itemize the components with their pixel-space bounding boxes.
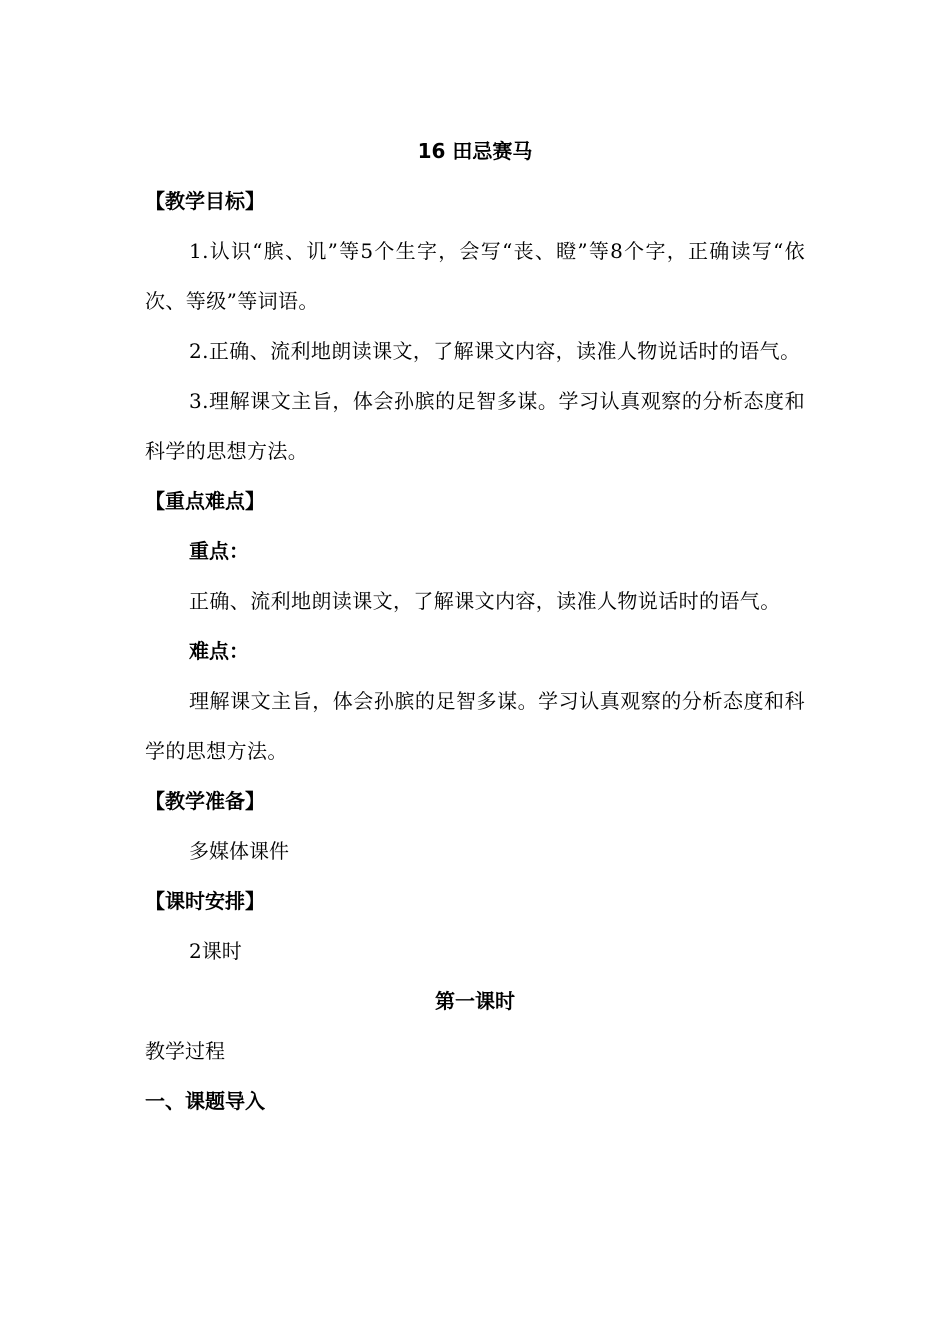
- preparation-text: 多媒体课件: [189, 839, 289, 863]
- document-title: 16 田忌赛马: [417, 139, 533, 163]
- focus-label: 重点：: [189, 539, 249, 563]
- objective-item-2: 2.正确、流利地朗读课文，了解课文内容，读准人物说话时的语气。: [189, 339, 801, 363]
- objective-item-1: 1.认识“膑、讥”等5个生字，会写“丧、瞪”等8个字，正确读写“依次、等级”等词语。: [145, 239, 805, 313]
- schedule-text: 2课时: [189, 939, 242, 963]
- objective-item-3: 3.理解课文主旨，体会孙膑的足智多谋。学习认真观察的分析态度和科学的思想方法。: [145, 389, 805, 463]
- schedule-heading: 【课时安排】: [145, 889, 265, 913]
- step-1-heading: 一、课题导入: [145, 1089, 265, 1113]
- focus-text: 正确、流利地朗读课文，了解课文内容，读准人物说话时的语气。: [189, 589, 781, 613]
- difficulty-label: 难点：: [189, 639, 249, 663]
- lesson-title: 第一课时: [435, 989, 515, 1013]
- difficulty-text: 理解课文主旨，体会孙膑的足智多谋。学习认真观察的分析态度和科学的思想方法。: [145, 689, 805, 763]
- preparation-heading: 【教学准备】: [145, 789, 265, 813]
- process-label: 教学过程: [145, 1039, 225, 1063]
- key-points-heading: 【重点难点】: [145, 489, 265, 513]
- document-content: [145, 126, 805, 1126]
- objectives-heading: 【教学目标】: [145, 189, 265, 213]
